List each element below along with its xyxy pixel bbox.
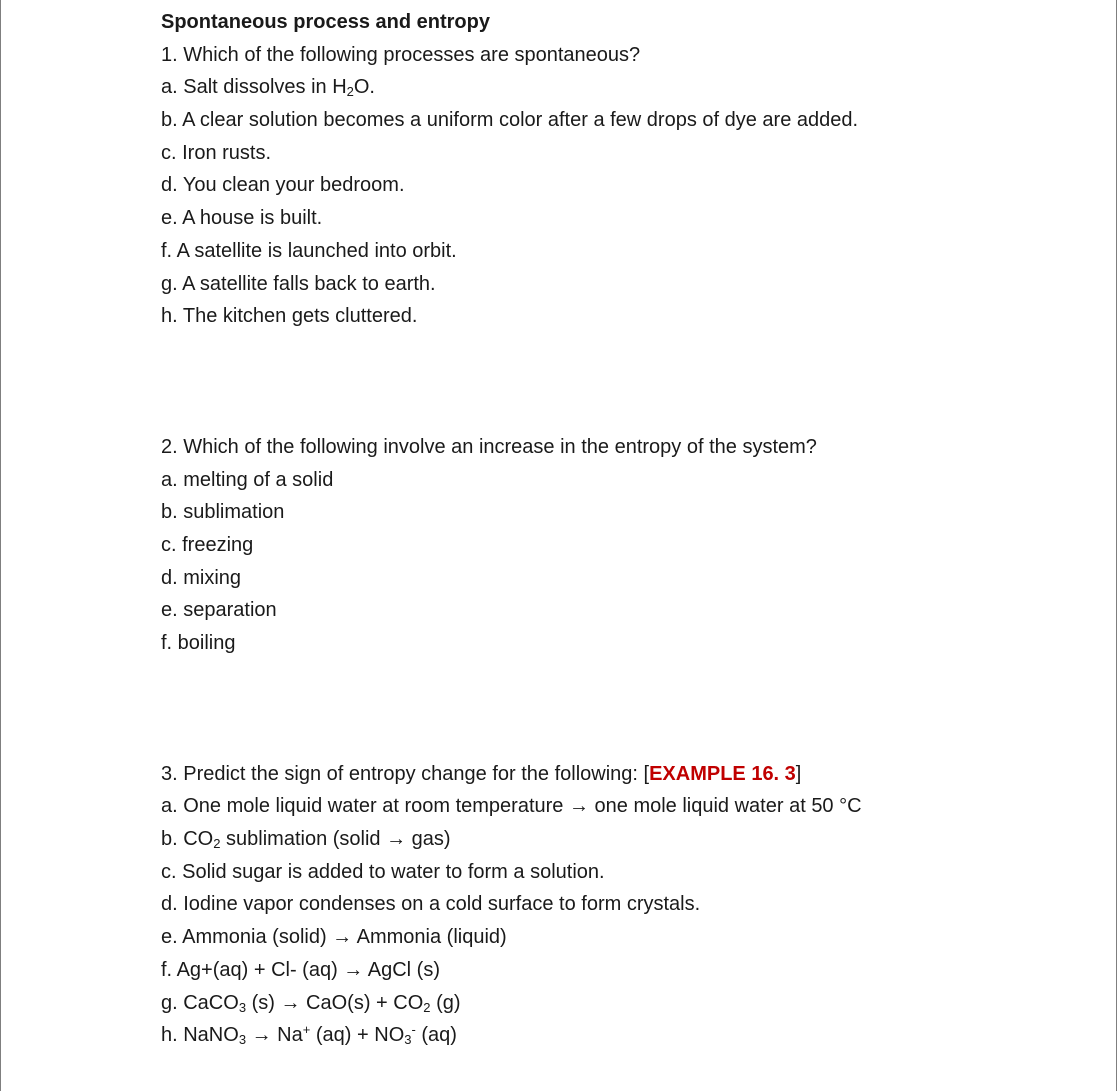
q3-b-text-end: sublimation (solid → gas) xyxy=(220,828,451,851)
document-content xyxy=(161,6,1061,1052)
spacer xyxy=(161,660,1061,758)
q1-option-b: b. A clear solution becomes a uniform color after a few drops of dye are added. xyxy=(161,109,859,132)
q3-text-end: ] xyxy=(795,762,802,785)
q3-g-text-mid: (s) → CaO(s) + CO xyxy=(246,991,424,1014)
document-title: Spontaneous process and entropy xyxy=(161,11,490,33)
q2-option-e: e. separation xyxy=(161,599,277,622)
q3-g-text-end: (g) xyxy=(430,991,461,1014)
q1-option-a xyxy=(161,71,1061,104)
example-reference: EXAMPLE 16. 3 xyxy=(649,762,796,785)
q3-text: 3. Predict the sign of entropy change for the following: [ xyxy=(161,762,650,785)
q3-g-subscript-2: 2 xyxy=(423,999,431,1015)
question-3 xyxy=(161,758,1061,791)
q3-h-text: h. NaNO xyxy=(161,1024,239,1047)
q1-option-e: e. A house is built. xyxy=(161,207,323,230)
q3-option-f: f. Ag+(aq) + Cl- (aq) → AgCl (s) xyxy=(161,958,440,981)
q1-option-c: c. Iron rusts. xyxy=(161,141,272,164)
q2-option-d: d. mixing xyxy=(161,566,242,589)
q1-option-g: g. A satellite falls back to earth. xyxy=(161,272,436,295)
q2-option-f: f. boiling xyxy=(161,632,236,654)
q1-option-d: d. You clean your bedroom. xyxy=(161,174,405,197)
q3-b-text: b. CO xyxy=(161,828,214,851)
q1-a-text-end: O. xyxy=(353,76,375,99)
q3-h-superscript-1: + xyxy=(302,1022,311,1038)
q3-option-d: d. Iodine vapor condenses on a cold surface to form crystals. xyxy=(161,893,701,916)
q3-h-subscript-2: 3 xyxy=(404,1032,412,1048)
q3-h-text-mid-1: → Na xyxy=(246,1024,303,1047)
q3-g-text: g. CaCO xyxy=(161,991,239,1014)
q2-option-c: c. freezing xyxy=(161,533,254,556)
q1-a-subscript: 2 xyxy=(346,84,354,100)
q1-option-h: h. The kitchen gets cluttered. xyxy=(161,305,418,328)
q1-a-text: a. Salt dissolves in H xyxy=(161,76,347,99)
q2-option-b: b. sublimation xyxy=(161,501,285,524)
q3-option-h xyxy=(161,1019,1061,1052)
spacer xyxy=(161,333,1061,431)
q3-h-text-mid-2: (aq) + NO xyxy=(310,1024,405,1047)
q3-b-subscript: 2 xyxy=(213,836,221,852)
q3-g-subscript-1: 3 xyxy=(238,999,247,1015)
question-2: 2. Which of the following involve an increase in the entropy of the system? xyxy=(161,435,817,458)
q3-h-superscript-2: - xyxy=(411,1022,416,1038)
q3-option-a: a. One mole liquid water at room temperature → one mole liquid water at 50 °C xyxy=(161,795,862,818)
q3-option-g xyxy=(161,987,1061,1020)
q3-h-text-end: (aq) xyxy=(415,1024,457,1047)
question-1: 1. Which of the following processes are spontaneous? xyxy=(161,43,641,66)
q3-option-e: e. Ammonia (solid) → Ammonia (liquid) xyxy=(161,926,507,949)
q3-h-subscript-1: 3 xyxy=(238,1032,247,1048)
q3-option-b xyxy=(161,823,1061,856)
q3-option-c: c. Solid sugar is added to water to form a solution. xyxy=(161,860,605,883)
q2-option-a: a. melting of a solid xyxy=(161,468,334,491)
q1-option-f: f. A satellite is launched into orbit. xyxy=(161,239,457,262)
